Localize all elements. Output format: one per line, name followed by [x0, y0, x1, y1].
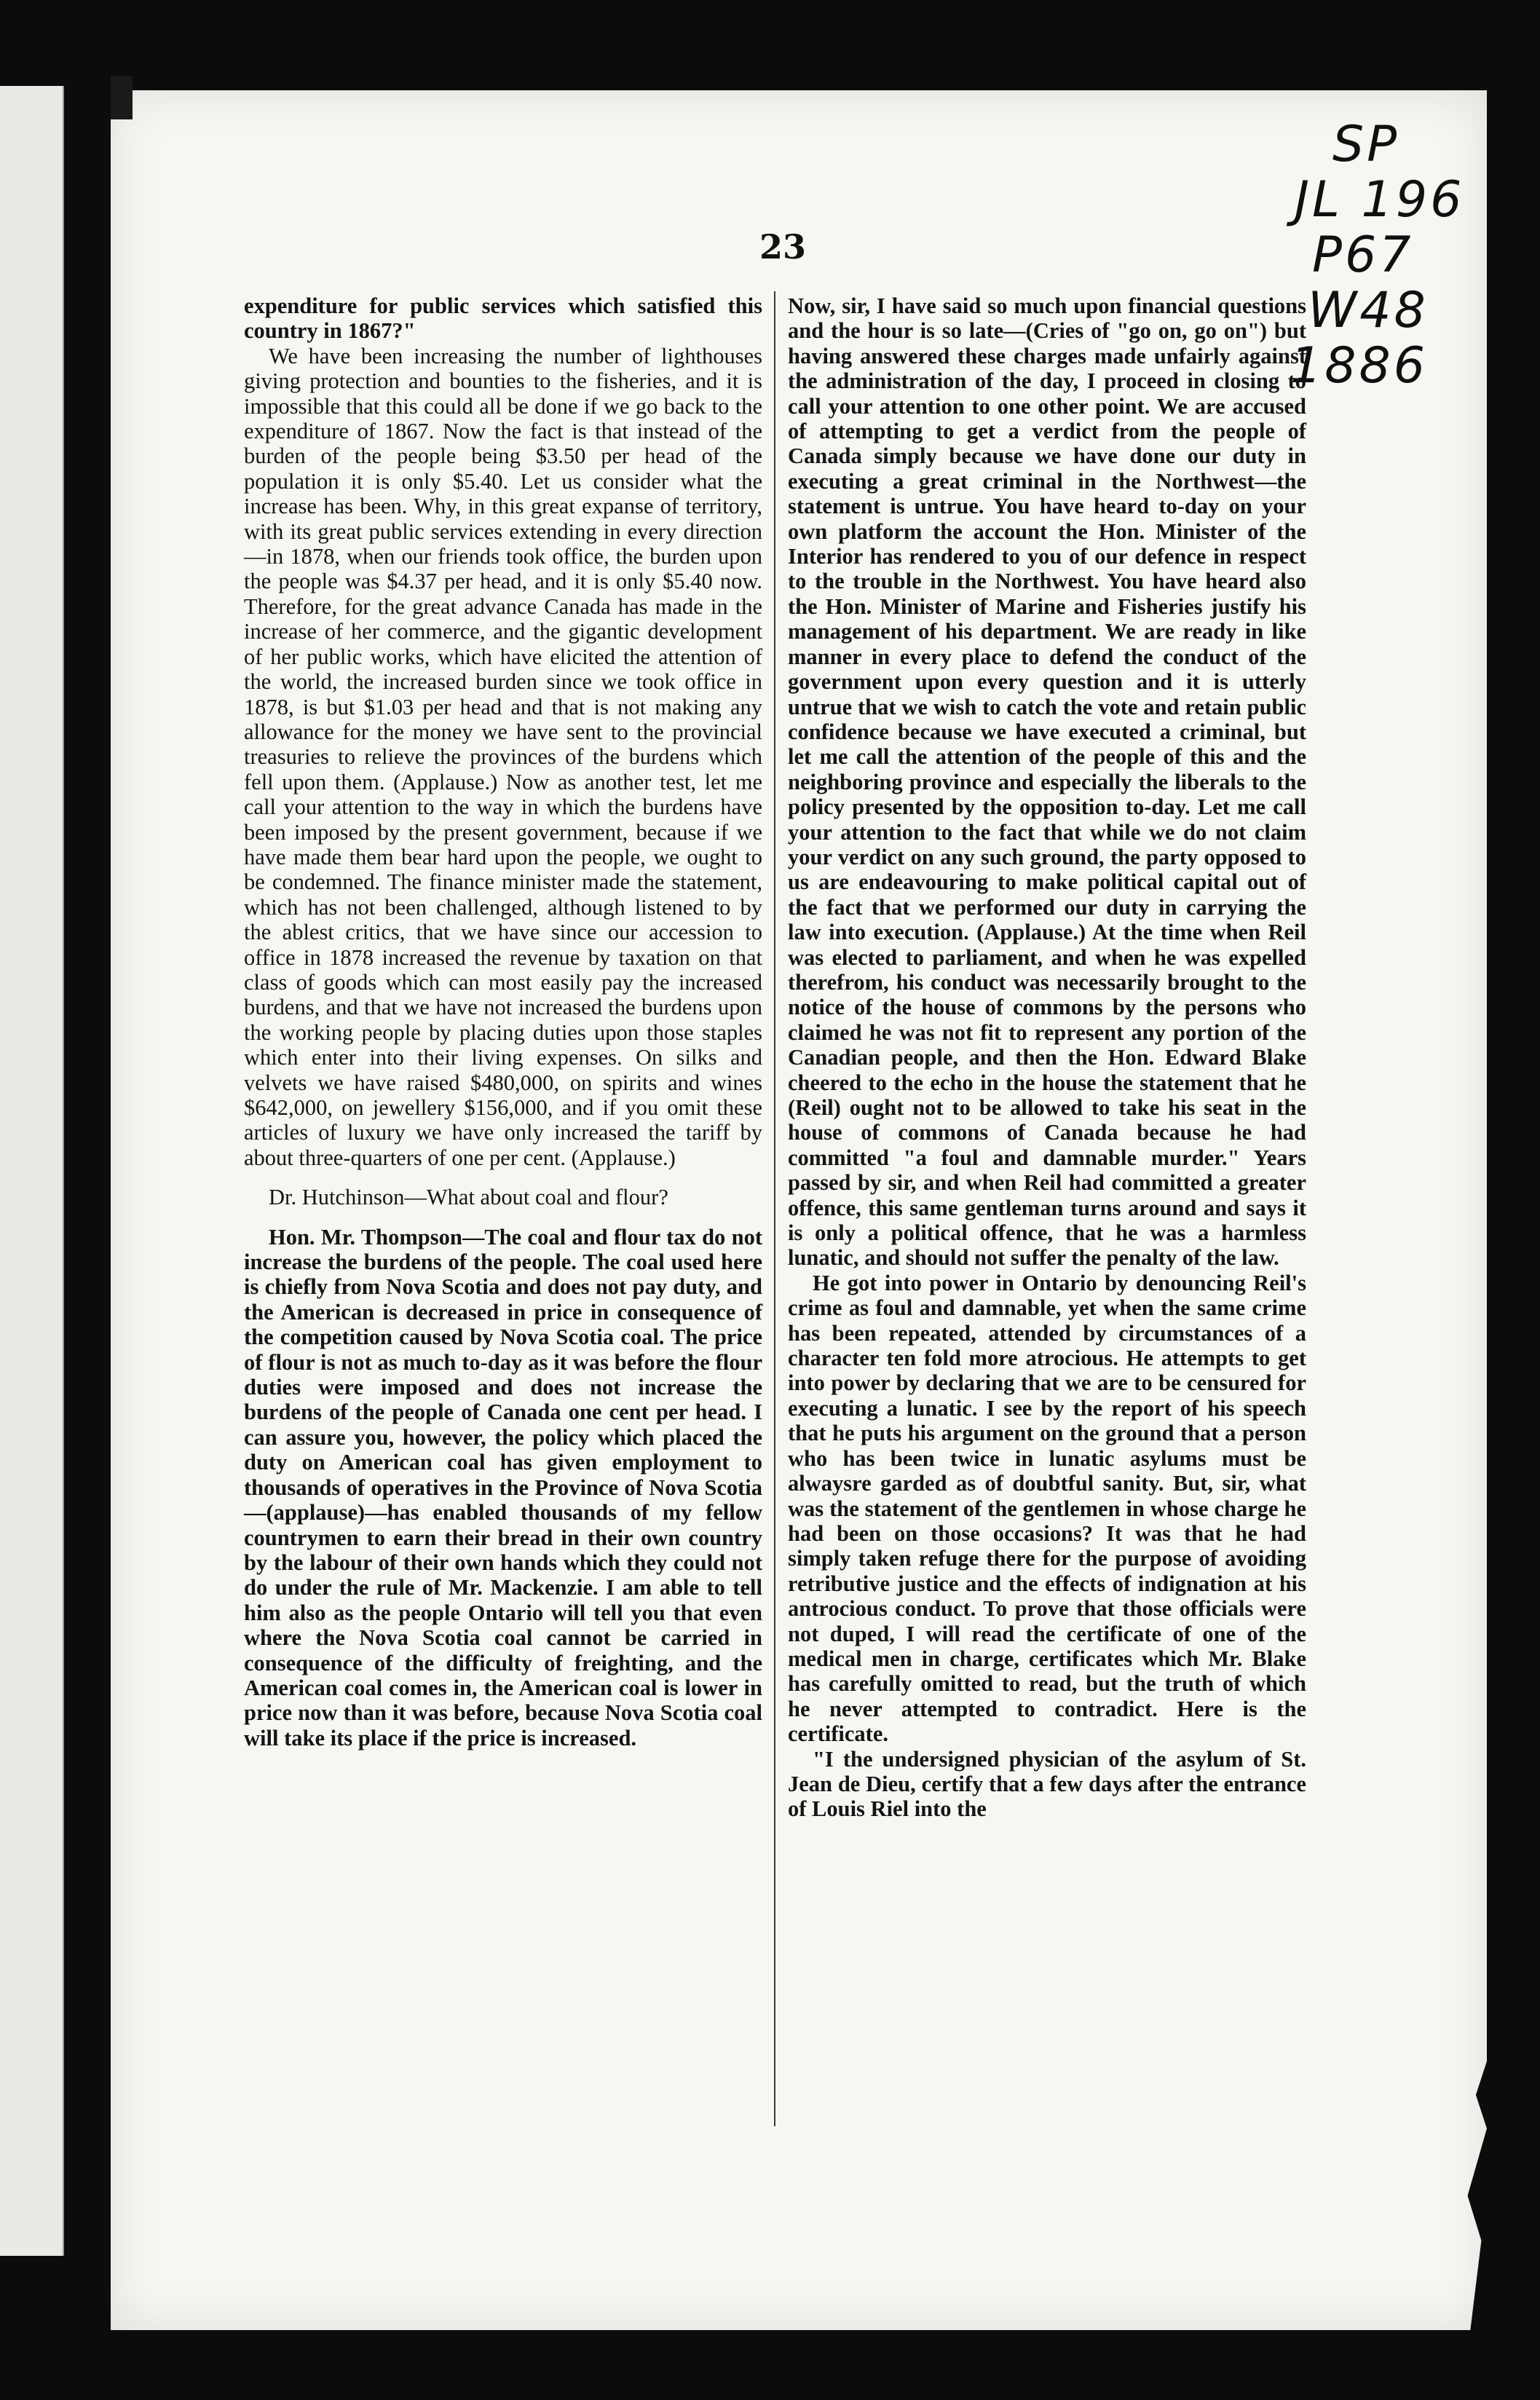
paragraph: We have been increasing the number of lighthouses giving protection and bounties to the fisheries, and it is impossible that this could all be done if we go back to the expenditure of 1867. Now the fact is that instead of the burden of the people being $3.50 per head of the population it is only $5.40. Let us consider what the increase has been. Why, in this great expanse of territory, with its great public services extending in every direction—in 1878, when our friends took office, the burden upon the people was $4.37 per head, and it is only $5.40 now. Therefore, for the great advance Canada has made in the increase of her commerce, and the gigantic development of her public works, which have elicited the attention of the world, the increased burden since we took office in 1878, is but $1.03 per head and that is not making any allowance for the money we have sent to the provincial treasuries to relieve the provinces of the burdens which fell upon them. (Applause.) Now as another test, let me call your attention to the way in which the burdens have been imposed by the present government, because if we have made them bear hard upon the people, we ought to be condemned. The finance minister made the statement, which has not been challenged, although listened to by the ablest critics, that we have since our accession to office in 1878 increased the revenue by taxation on that class of goods which can most easily pay the increased burdens, and that we have not increased the burdens upon the working people by placing duties upon those staples which enter into their living expenses. On silks and velvets we have raised $480,000, on spirits and wines $642,000, on jewellery $156,000, and if you omit these articles of luxury we have only increased the tariff by about three-quarters of one per cent. (Applause.): [244, 343, 762, 1170]
dialogue-paragraph: Hon. Mr. Thompson—The coal and flour tax do not increase the burdens of the people. The coal used here is chiefly from Nova Scotia and does not pay duty, and the American is decreased in price in consequence of the competition caused by Nova Scotia coal. The price of flour is not as much to-day as it was before the flour duties were imposed and does not increase the burdens of the people of Canada one cent per head. I can assure you, however, the policy which placed the duty on American coal has given employment to thousands of operatives in the Province of Nova Scotia—(applause)—has enabled thousands of my fellow countrymen to earn their bread in their own country by the labour of their own hands which they could not do under the rule of Mr. Mackenzie. I am able to tell him also as the people Ontario will tell you that even where the Nova Scotia coal cannot be carried in consequence of the difficulty of freighting, and the American coal comes in, the American coal is lower in price now than it was before, because Nova Scotia coal will take its place if the price is increased.: [244, 1224, 762, 1750]
left-column: [244, 293, 762, 1750]
handwritten-line: 1886: [1290, 337, 1429, 395]
column-divider: [774, 291, 775, 2126]
paragraph: "I the undersigned physician of the asylum of St. Jean de Dieu, certify that a few days after the entrance of Louis Riel into the: [788, 1746, 1306, 1822]
dialogue-paragraph: Dr. Hutchinson—What about coal and flour?: [269, 1185, 668, 1210]
handwritten-line: JL 196: [1295, 171, 1465, 229]
handwritten-line: SP: [1332, 116, 1400, 173]
page-number: 23: [759, 227, 806, 267]
handwritten-call-number: [1289, 106, 1507, 411]
handwritten-line: W48: [1308, 282, 1429, 339]
previous-page-edge: [0, 86, 64, 2256]
right-column: [788, 293, 1306, 1822]
scan-artifact: [111, 76, 133, 119]
paragraph: expenditure for public services which satisfied this country in 1867?": [244, 293, 762, 344]
handwritten-line: P67: [1312, 226, 1414, 284]
paragraph: He got into power in Ontario by denouncing Reil's crime as foul and damnable, yet when the same crime has been repeated, attended by circumstances of a character ten fold more atrocious. He attempts to get into power by declaring that we are to be censured for executing a lunatic. I see by the report of his speech that he puts his argument on the ground that a person who has been twice in lunatic asylums must be alwaysre garded as of doubtful sanity. But, sir, what was the statement of the gentlemen in whose charge he had been on those occasions? It was that he had simply taken refuge there for the purpose of avoiding retributive justice and the effects of indignation at his antrocious conduct. To prove that those officials were not duped, I will read the certificate of one of the medical men in charge, certificates which Mr. Blake has carefully omitted to read, but the truth of which he never attempted to contradict. Here is the certificate.: [788, 1270, 1306, 1747]
paragraph: Now, sir, I have said so much upon financial questions and the hour is so late—(Cries of "go on, go on") but having answered these charges made unfairly against the administration of the day, I proceed in closing to call your attention to one other point. We are accused of attempting to get a verdict from the people of Canada simply because we have done our duty in executing a great criminal in the Northwest—the statement is untrue. You have heard to-day on your own platform the account the Hon. Minister of the Interior has rendered to you of our defence in respect to the trouble in the Northwest. You have heard also the Hon. Minister of Marine and Fisheries justify his management of his department. We are ready in like manner in every place to defend the conduct of the government upon every question and it is utterly untrue that we wish to catch the vote and retain public confidence because we have executed a criminal, but let me call the attention of the people of this and the neighboring province and especially the liberals to the policy presented by the opposition to-day. Let me call your attention to the fact that while we do not claim your verdict on any such ground, the party opposed to us are endeavouring to make political capital out of the fact that we performed our duty in carrying the law into execution. (Applause.) At the time when Reil was elected to parliament, and when he was expelled therefrom, his conduct was necessarily brought to the notice of the house of commons by the persons who claimed he was not fit to represent any portion of the Canadian people, and then the Hon. Edward Blake cheered to the echo in the house the statement that he (Reil) ought not to be allowed to take his seat in the house of commons of Canada because he had committed "a foul and damnable murder." Years passed by sir, and when Reil had committed a greater offence, this same gentleman turns around and says it is only a political offence, that he was a harmless lunatic, and should not suffer the penalty of the law.: [788, 293, 1306, 1271]
